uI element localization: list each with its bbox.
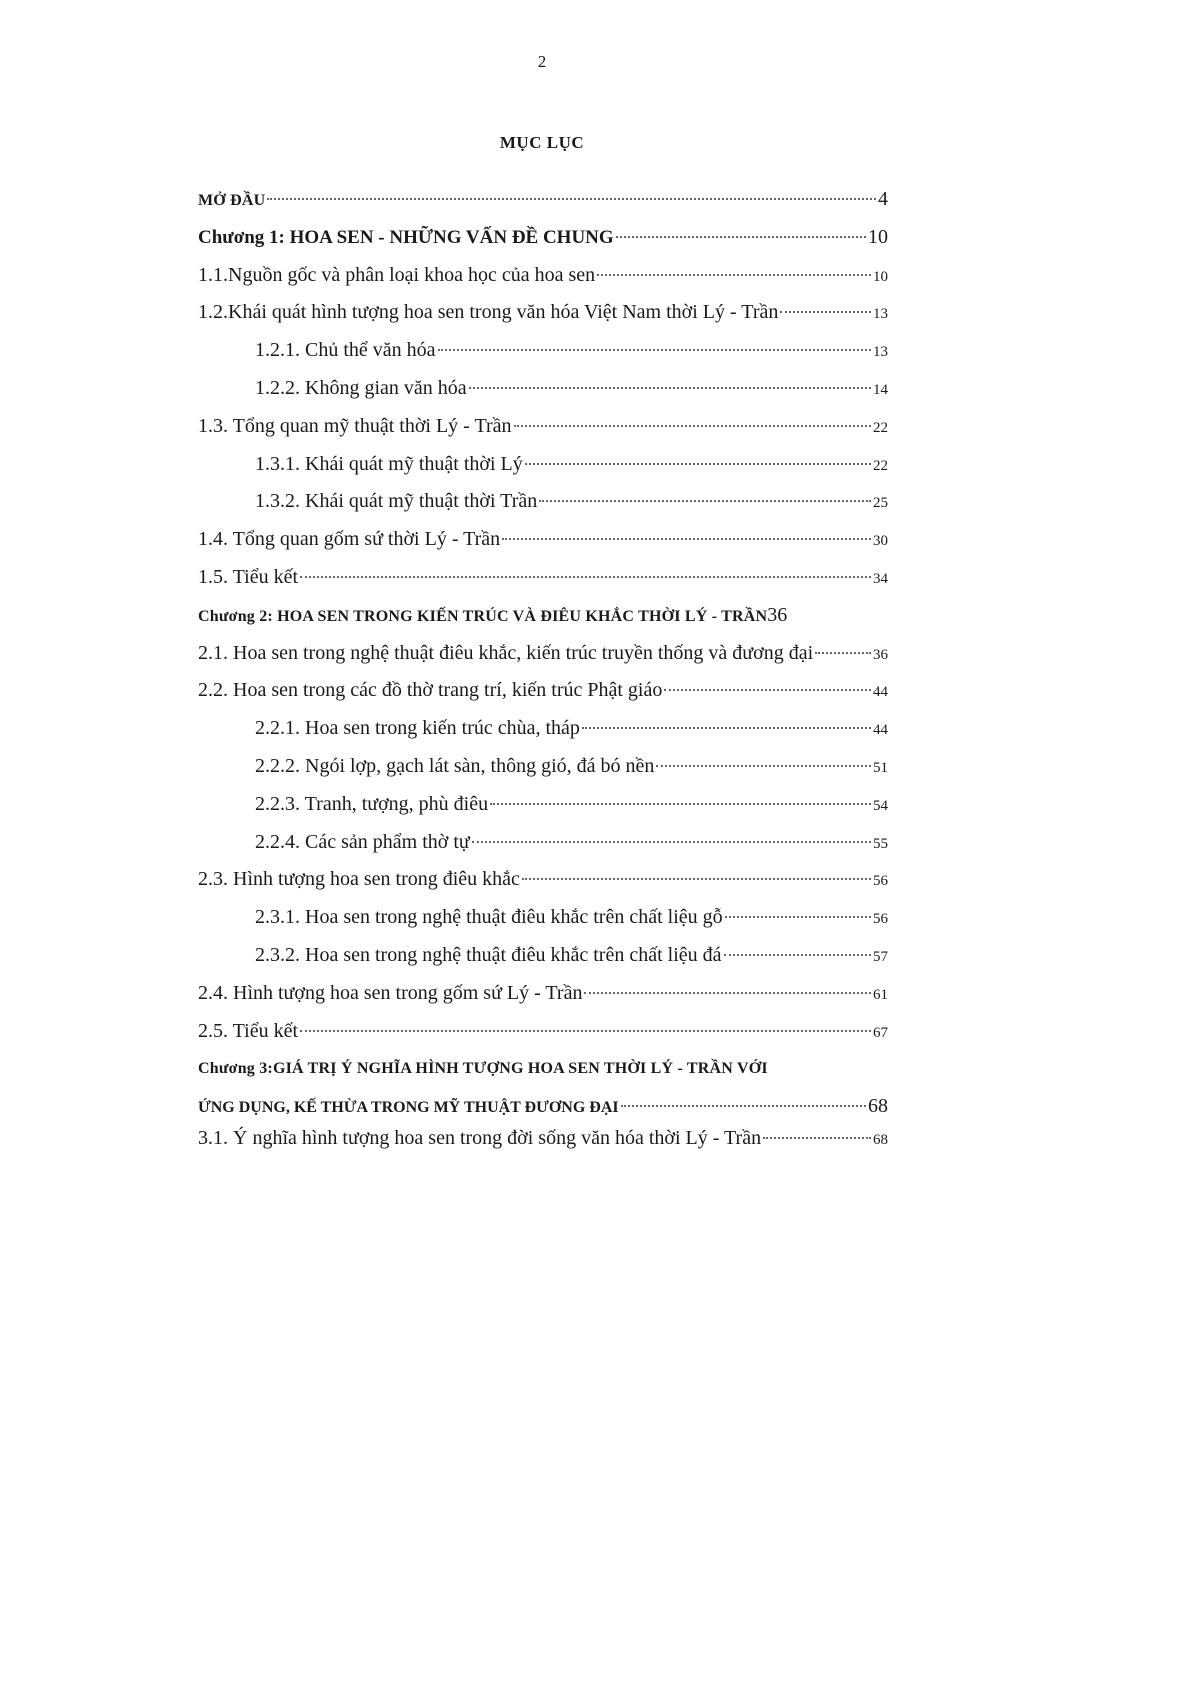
- toc-entry-label: Chương 2: HOA SEN TRONG KIẾN TRÚC VÀ ĐIÊU KHẮC THỜI LÝ - TRẦN: [198, 607, 768, 625]
- table-of-contents: [198, 181, 888, 1158]
- toc-entry-label: 1.1.Nguồn gốc và phân loại khoa học của hoa sen: [198, 263, 596, 286]
- toc-entry-page: 4: [878, 188, 888, 210]
- toc-entry-label: 1.3.1. Khái quát mỹ thuật thời Lý: [255, 452, 523, 475]
- dot-leader: [780, 311, 871, 313]
- toc-entry-page: 61: [873, 986, 888, 1003]
- toc-entry[interactable]: [198, 257, 888, 295]
- toc-entry[interactable]: [198, 899, 888, 937]
- dot-leader: [438, 349, 871, 351]
- toc-entry-label: 3.1. Ý nghĩa hình tượng hoa sen trong đời sống văn hóa thời Lý - Trần: [198, 1127, 762, 1150]
- toc-entry-label: 2.2. Hoa sen trong các đồ thờ trang trí, kiến trúc Phật giáo: [198, 679, 663, 702]
- toc-entry[interactable]: [198, 786, 888, 824]
- dot-leader: [763, 1137, 871, 1139]
- toc-entry-label: 1.3.2. Khái quát mỹ thuật thời Trần: [255, 490, 538, 513]
- toc-entry[interactable]: [198, 672, 888, 710]
- toc-entry-page: 57: [873, 948, 888, 965]
- page-number: 2: [537, 52, 547, 71]
- toc-entry-page: 25: [873, 495, 888, 512]
- toc-entry[interactable]: [198, 597, 888, 635]
- toc-entry-label: MỞ ĐẦU: [198, 192, 266, 209]
- toc-entry-continuation[interactable]: [198, 1092, 888, 1120]
- toc-entry-label: 2.2.4. Các sản phẩm thờ tự: [255, 830, 470, 853]
- toc-entry[interactable]: [198, 710, 888, 748]
- dot-leader: [724, 954, 871, 956]
- toc-entry[interactable]: [198, 483, 888, 521]
- toc-entry[interactable]: [198, 219, 888, 257]
- toc-entry[interactable]: [198, 824, 888, 862]
- toc-entry-page: 10: [873, 268, 888, 285]
- toc-entry[interactable]: [198, 1120, 888, 1158]
- toc-entry-page: 22: [873, 419, 888, 436]
- toc-entry-page: 44: [873, 722, 888, 739]
- dot-leader: [539, 500, 871, 502]
- toc-entry-page: 54: [873, 797, 888, 814]
- toc-entry-label: 2.1. Hoa sen trong nghệ thuật điêu khắc, kiến trúc truyền thống và đương đại: [198, 641, 814, 664]
- toc-entry-page: 68: [868, 1095, 888, 1118]
- toc-entry-label: Chương 3:GIÁ TRỊ Ý NGHĨA HÌNH TƯỢNG HOA SEN THỜI LÝ - TRẦN VỚI: [198, 1060, 768, 1078]
- toc-entry[interactable]: [198, 1050, 888, 1088]
- toc-entry-label: 2.5. Tiểu kết: [198, 1019, 299, 1042]
- toc-entry[interactable]: [198, 559, 888, 597]
- toc-entry[interactable]: [198, 446, 888, 484]
- toc-entry[interactable]: [198, 181, 888, 219]
- dot-leader: [656, 765, 871, 767]
- toc-entry-label: 1.4. Tổng quan gốm sứ thời Lý - Trần: [198, 528, 501, 551]
- dot-leader: [267, 198, 876, 200]
- toc-entry[interactable]: [198, 975, 888, 1013]
- toc-entry-page: 10: [868, 225, 888, 248]
- dot-leader: [582, 727, 871, 729]
- dot-leader: [300, 1030, 871, 1032]
- toc-entry[interactable]: [198, 861, 888, 899]
- toc-entry-page: 14: [873, 381, 888, 398]
- toc-entry-label: 1.2.Khái quát hình tượng hoa sen trong văn hóa Việt Nam thời Lý - Trần: [198, 301, 779, 324]
- toc-entry-page: 67: [873, 1024, 888, 1041]
- dot-leader: [525, 463, 871, 465]
- dot-leader: [300, 576, 871, 578]
- toc-entry-label: 2.3. Hình tượng hoa sen trong điêu khắc: [198, 868, 520, 891]
- toc-entry-label: ỨNG DỤNG, KẾ THỪA TRONG MỸ THUẬT ĐƯƠNG ĐẠI: [198, 1099, 619, 1117]
- toc-entry-label: 1.2.1. Chủ thể văn hóa: [255, 339, 436, 362]
- dot-leader: [472, 841, 871, 843]
- dot-leader: [621, 1105, 866, 1107]
- toc-entry-label: Chương 1: HOA SEN - NHỮNG VẤN ĐỀ CHUNG: [198, 226, 614, 248]
- toc-entry-label: 2.3.2. Hoa sen trong nghệ thuật điêu khắc trên chất liệu đá: [255, 943, 722, 966]
- toc-entry-page: 68: [873, 1132, 888, 1149]
- toc-entry-label: 1.5. Tiểu kết: [198, 565, 299, 588]
- toc-entry-page: 56: [873, 873, 888, 890]
- toc-entry[interactable]: [198, 635, 888, 673]
- toc-entry-label: 2.2.3. Tranh, tượng, phù điêu: [255, 792, 489, 815]
- toc-entry-label: 1.3. Tổng quan mỹ thuật thời Lý - Trần: [198, 414, 512, 437]
- toc-entry[interactable]: [198, 937, 888, 975]
- dot-leader: [815, 652, 871, 654]
- toc-entry[interactable]: [198, 370, 888, 408]
- toc-entry[interactable]: [198, 408, 888, 446]
- toc-entry-page: 36: [873, 646, 888, 663]
- toc-title: MỤC LỤC: [499, 133, 585, 152]
- dot-leader: [514, 425, 871, 427]
- dot-leader: [725, 916, 871, 918]
- toc-entry-label: 1.2.2. Không gian văn hóa: [255, 376, 467, 399]
- toc-entry-page: 34: [873, 570, 888, 587]
- toc-entry-page: 56: [873, 911, 888, 928]
- toc-entry[interactable]: [198, 748, 888, 786]
- toc-entry-page: 22: [873, 457, 888, 474]
- dot-leader: [597, 274, 871, 276]
- toc-entry[interactable]: [198, 332, 888, 370]
- toc-entry-label: 2.2.2. Ngói lợp, gạch lát sàn, thông gió, đá bó nền: [255, 754, 655, 777]
- toc-entry-label: 2.4. Hình tượng hoa sen trong gốm sứ Lý - Trần: [198, 981, 583, 1004]
- toc-entry-page: 13: [873, 344, 888, 361]
- toc-entry-page: 44: [873, 684, 888, 701]
- toc-entry-label: 2.3.1. Hoa sen trong nghệ thuật điêu khắc trên chất liệu gỗ: [255, 906, 723, 929]
- dot-leader: [664, 689, 871, 691]
- toc-entry[interactable]: [198, 1013, 888, 1051]
- toc-entry-label: 2.2.1. Hoa sen trong kiến trúc chùa, tháp: [255, 717, 580, 740]
- toc-entry-page: 55: [873, 835, 888, 852]
- toc-entry-page: 36: [767, 603, 788, 626]
- dot-leader: [469, 387, 871, 389]
- toc-entry-page: 51: [873, 759, 888, 776]
- dot-leader: [490, 803, 871, 805]
- toc-entry-page: 30: [873, 533, 888, 550]
- dot-leader: [502, 538, 871, 540]
- dot-leader: [522, 878, 871, 880]
- dot-leader: [616, 236, 866, 238]
- toc-entry[interactable]: [198, 521, 888, 559]
- toc-entry-page: 13: [873, 306, 888, 323]
- dot-leader: [584, 992, 871, 994]
- toc-entry[interactable]: [198, 294, 888, 332]
